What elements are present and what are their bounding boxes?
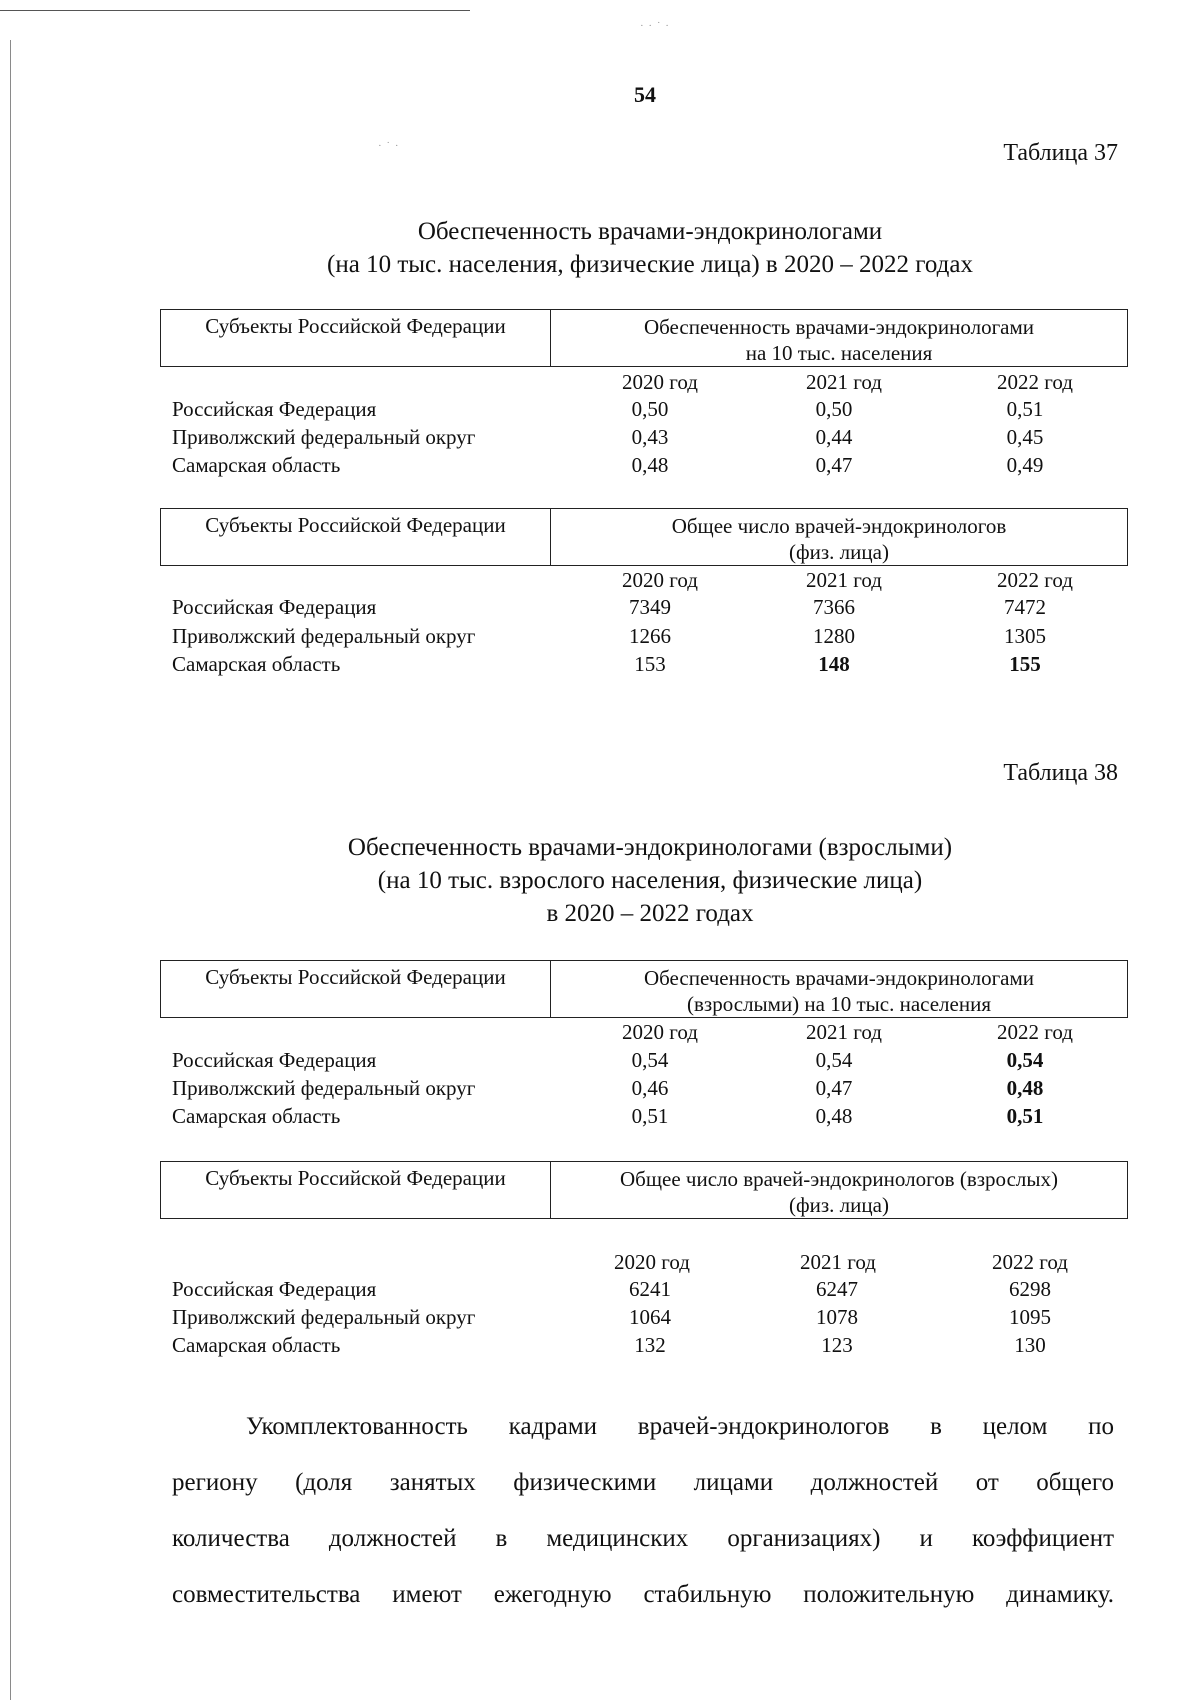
year-header: 2020 год (622, 370, 698, 394)
body-paragraph (172, 1413, 1114, 1637)
year-header: 2022 год (997, 370, 1073, 394)
header-line: (физ. лица) (789, 1193, 889, 1217)
table-cell: 1064 (629, 1305, 671, 1329)
table-cell: 0,51 (1006, 397, 1044, 421)
row-label: Приволжский федеральный округ (172, 425, 476, 449)
header-line: Общее число врачей-эндокринологов (671, 514, 1007, 538)
table-37-title (160, 215, 1140, 281)
table-38-header-1 (160, 960, 1128, 1018)
table-cell: 153 (634, 652, 666, 676)
scan-speck: · · ˙ · (640, 20, 670, 32)
table-cell: 6247 (816, 1277, 858, 1301)
table-cell: 7349 (629, 595, 671, 619)
header-line: (физ. лица) (789, 540, 889, 564)
column-header-value (551, 961, 1127, 1017)
left-edge-line (10, 40, 11, 1700)
row-label: Российская Федерация (172, 397, 377, 421)
table-cell: 123 (821, 1333, 853, 1357)
table-cell: 132 (634, 1333, 666, 1357)
row-label: Самарская область (172, 453, 341, 477)
table-cell: 0,47 (815, 1076, 853, 1100)
year-header: 2022 год (997, 568, 1073, 592)
table-cell: 0,44 (815, 425, 853, 449)
row-label: Самарская область (172, 652, 341, 676)
table-37-header-1 (160, 309, 1128, 367)
paragraph-line: Укомплектованность кадрами врачей-эндокринологов в целом по (246, 1413, 1114, 1440)
year-header: 2020 год (622, 1020, 698, 1044)
title-line: в 2020 – 2022 годах (546, 900, 754, 927)
table-cell: 7366 (813, 595, 855, 619)
table-cell: 1280 (813, 624, 855, 648)
year-header: 2020 год (622, 568, 698, 592)
table-cell: 0,50 (815, 397, 853, 421)
table-cell: 0,54 (631, 1048, 669, 1072)
column-header-subject: Субъекты Российской Федерации (161, 509, 551, 565)
row-label: Российская Федерация (172, 595, 377, 619)
table-cell: 0,46 (631, 1076, 669, 1100)
table-cell: 0,43 (631, 425, 669, 449)
table-cell: 1305 (1004, 624, 1046, 648)
table-cell: 0,47 (815, 453, 853, 477)
table-cell: 1266 (629, 624, 671, 648)
header-line: на 10 тыс. населения (745, 341, 933, 365)
table-37-header-2 (160, 508, 1128, 566)
title-line: Обеспеченность врачами-эндокринологами (взрослыми) (347, 834, 953, 861)
table-cell: 0,48 (815, 1104, 853, 1128)
scan-speck: · ˙ · (378, 140, 400, 152)
year-header: 2020 год (614, 1250, 690, 1274)
header-line: Обеспеченность врачами-эндокринологами (643, 315, 1035, 339)
header-line: Общее число врачей-эндокринологов (взрослых) (620, 1167, 1058, 1191)
table-cell: 130 (1014, 1333, 1046, 1357)
row-label: Самарская область (172, 1333, 341, 1357)
table-38-header-2 (160, 1161, 1128, 1219)
table-cell: 1078 (816, 1305, 858, 1329)
column-header-subject: Субъекты Российской Федерации (161, 1162, 551, 1218)
row-label: Российская Федерация (172, 1277, 377, 1301)
year-header: 2022 год (997, 1020, 1073, 1044)
table-38-label: Таблица 38 (1003, 760, 1118, 786)
table-cell: 0,48 (1006, 1076, 1044, 1100)
header-line: (взрослыми) на 10 тыс. населения (687, 992, 991, 1016)
paragraph-line: количества должностей в медицинских организациях) и коэффициент (172, 1525, 1114, 1552)
year-header: 2021 год (806, 568, 882, 592)
table-cell: 148 (818, 652, 850, 676)
year-header: 2021 год (800, 1250, 876, 1274)
table-cell: 0,54 (815, 1048, 853, 1072)
row-label: Приволжский федеральный округ (172, 1305, 476, 1329)
paragraph-line: совместительства имеют ежегодную стабильную положительную динамику. (172, 1581, 1114, 1608)
row-label: Приволжский федеральный округ (172, 624, 476, 648)
table-cell: 0,51 (631, 1104, 669, 1128)
column-header-subject: Субъекты Российской Федерации (161, 310, 551, 366)
table-cell: 0,50 (631, 397, 669, 421)
page-number: 54 (634, 82, 656, 107)
row-label: Приволжский федеральный округ (172, 1076, 476, 1100)
title-line: (на 10 тыс. взрослого населения, физические лица) (377, 867, 923, 894)
column-header-value (551, 509, 1127, 565)
column-header-subject: Субъекты Российской Федерации (161, 961, 551, 1017)
row-label: Самарская область (172, 1104, 341, 1128)
table-cell: 7472 (1004, 595, 1046, 619)
column-header-value (551, 1162, 1127, 1218)
title-line: (на 10 тыс. населения, физические лица) в 2020 – 2022 годах (327, 251, 973, 278)
title-line: Обеспеченность врачами-эндокринологами (417, 218, 883, 245)
row-label: Российская Федерация (172, 1048, 377, 1072)
table-cell: 1095 (1009, 1305, 1051, 1329)
table-cell: 0,54 (1006, 1048, 1044, 1072)
table-cell: 155 (1009, 652, 1041, 676)
year-header: 2022 год (992, 1250, 1068, 1274)
table-37-label: Таблица 37 (1003, 140, 1118, 166)
table-cell: 0,49 (1006, 453, 1044, 477)
column-header-value (551, 310, 1127, 366)
year-header: 2021 год (806, 370, 882, 394)
table-cell: 0,48 (631, 453, 669, 477)
table-38-title (160, 831, 1140, 930)
paragraph-line: региону (доля занятых физическими лицами должностей от общего (172, 1469, 1114, 1496)
table-cell: 0,45 (1006, 425, 1044, 449)
top-edge-line (0, 10, 470, 11)
table-cell: 6298 (1009, 1277, 1051, 1301)
header-line: Обеспеченность врачами-эндокринологами (643, 966, 1035, 990)
table-cell: 0,51 (1006, 1104, 1044, 1128)
year-header: 2021 год (806, 1020, 882, 1044)
table-cell: 6241 (629, 1277, 671, 1301)
